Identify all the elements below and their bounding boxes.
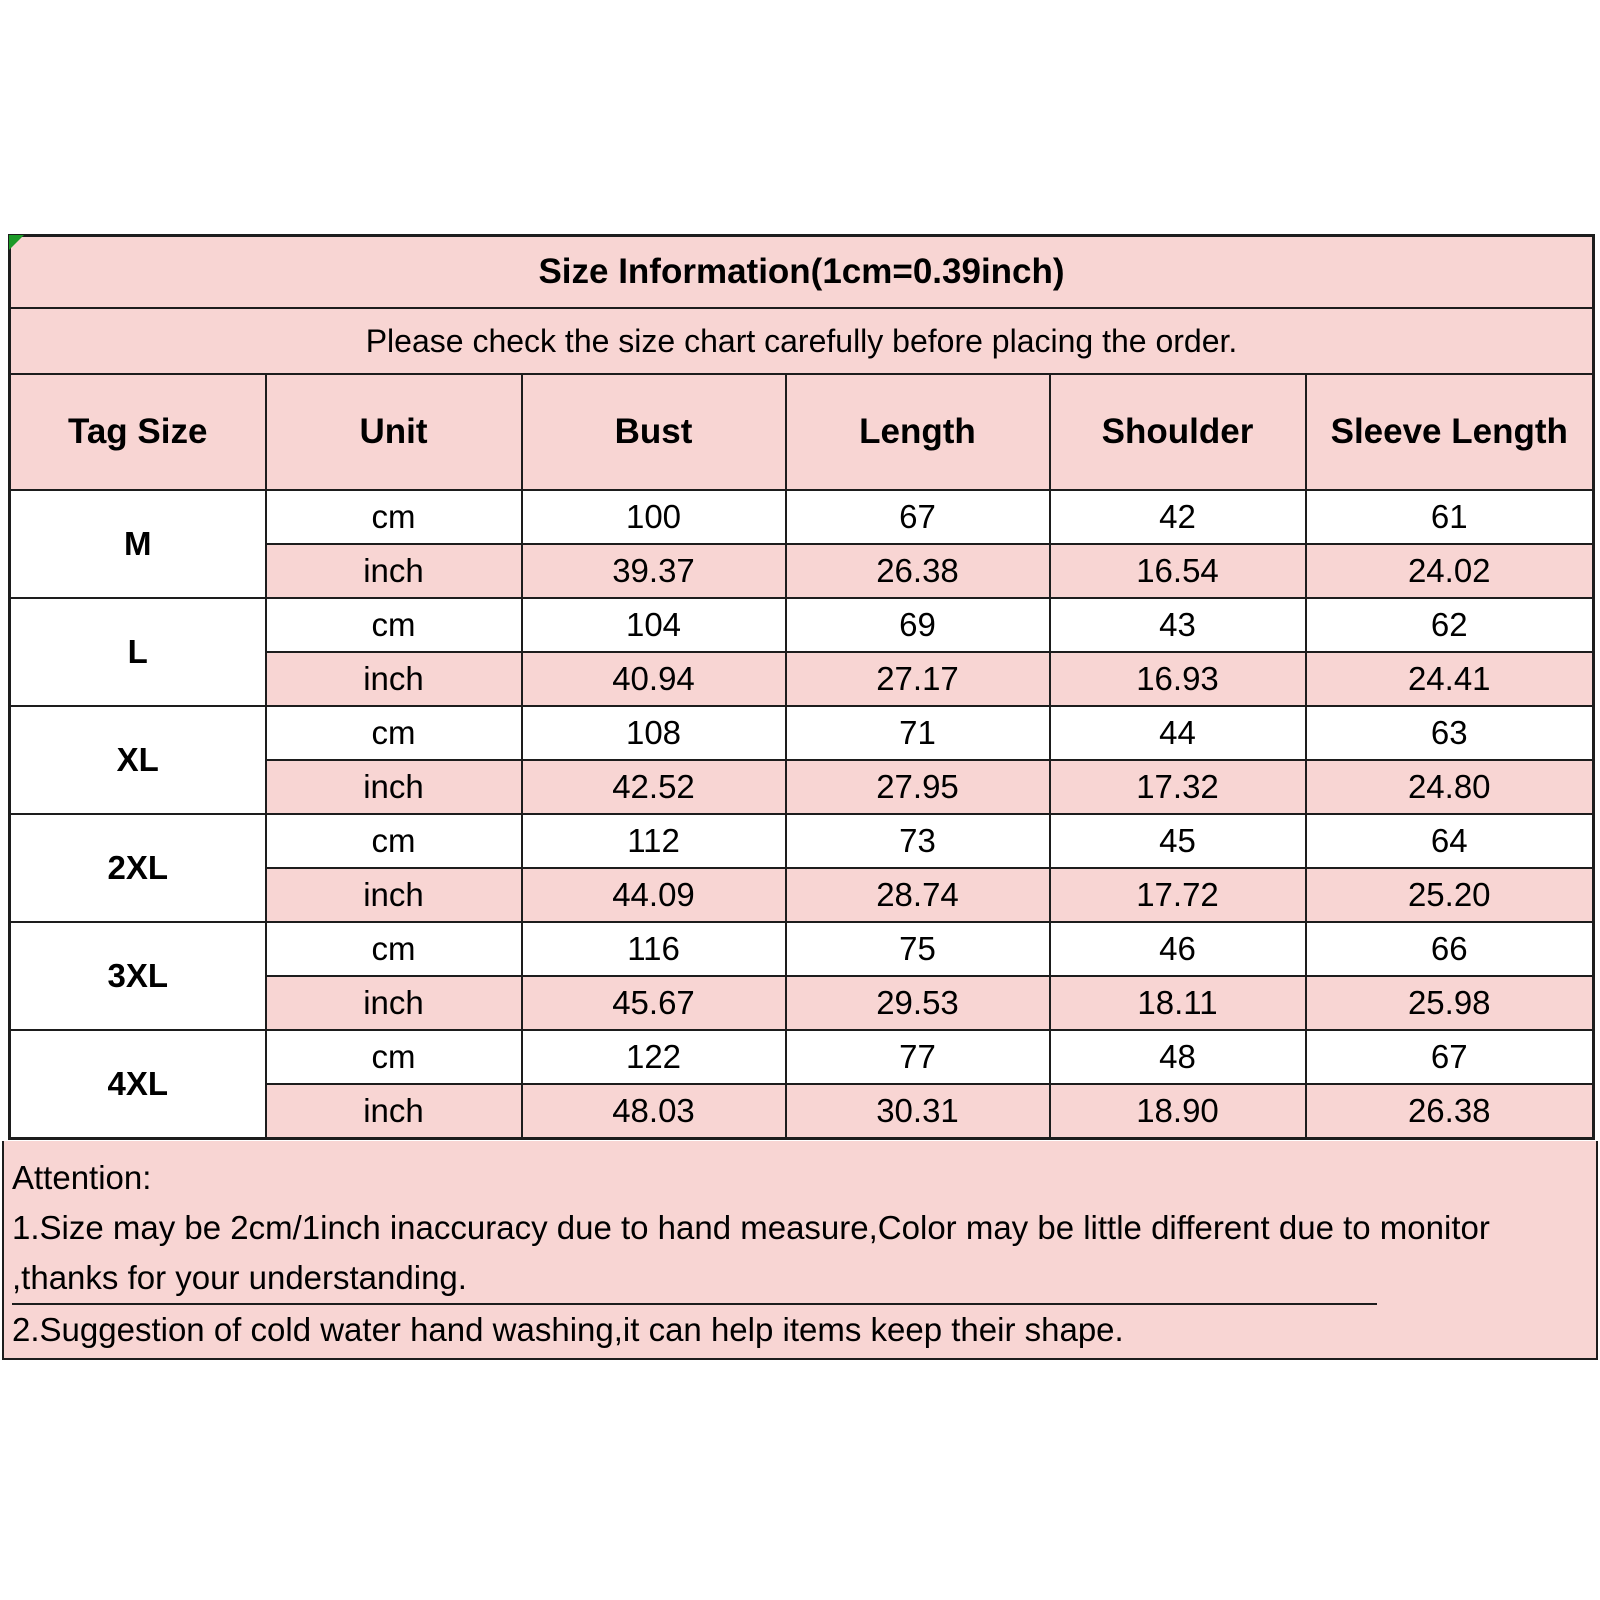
tag-size-label: 3XL bbox=[10, 922, 266, 1030]
value-4xl-inch-sleeve-length: 26.38 bbox=[1306, 1084, 1594, 1139]
value-3xl-cm-length: 75 bbox=[786, 922, 1050, 976]
value-l-inch-length: 27.17 bbox=[786, 652, 1050, 706]
size-row-2xl-cm bbox=[10, 814, 1594, 868]
unit-label-inch: inch bbox=[266, 976, 522, 1030]
unit-label-cm: cm bbox=[266, 706, 522, 760]
col-header-tag-size: Tag Size bbox=[10, 374, 266, 490]
value-m-inch-bust: 39.37 bbox=[522, 544, 786, 598]
value-l-inch-bust: 40.94 bbox=[522, 652, 786, 706]
attention-block bbox=[2, 1141, 1598, 1360]
tag-size-label: XL bbox=[10, 706, 266, 814]
unit-label-cm: cm bbox=[266, 1030, 522, 1084]
size-row-l-cm bbox=[10, 598, 1594, 652]
value-3xl-inch-length: 29.53 bbox=[786, 976, 1050, 1030]
unit-label-inch: inch bbox=[266, 652, 522, 706]
col-header-length: Length bbox=[786, 374, 1050, 490]
value-2xl-inch-bust: 44.09 bbox=[522, 868, 786, 922]
value-2xl-cm-sleeve-length: 64 bbox=[1306, 814, 1594, 868]
value-2xl-inch-shoulder: 17.72 bbox=[1050, 868, 1306, 922]
col-header-sleeve-length: Sleeve Length bbox=[1306, 374, 1594, 490]
value-m-cm-bust: 100 bbox=[522, 490, 786, 544]
value-xl-cm-sleeve-length: 63 bbox=[1306, 706, 1594, 760]
value-4xl-cm-bust: 122 bbox=[522, 1030, 786, 1084]
tag-size-label: L bbox=[10, 598, 266, 706]
green-corner-marker-icon bbox=[9, 235, 24, 250]
value-xl-inch-sleeve-length: 24.80 bbox=[1306, 760, 1594, 814]
value-3xl-inch-sleeve-length: 25.98 bbox=[1306, 976, 1594, 1030]
table-title: Size Information(1cm=0.39inch) bbox=[10, 236, 1594, 309]
col-header-unit: Unit bbox=[266, 374, 522, 490]
value-3xl-inch-shoulder: 18.11 bbox=[1050, 976, 1306, 1030]
value-4xl-cm-length: 77 bbox=[786, 1030, 1050, 1084]
size-row-4xl-cm bbox=[10, 1030, 1594, 1084]
value-m-cm-shoulder: 42 bbox=[1050, 490, 1306, 544]
value-xl-inch-length: 27.95 bbox=[786, 760, 1050, 814]
unit-label-cm: cm bbox=[266, 598, 522, 652]
table-subtitle-row bbox=[10, 308, 1594, 374]
size-row-xl-cm bbox=[10, 706, 1594, 760]
value-xl-cm-shoulder: 44 bbox=[1050, 706, 1306, 760]
value-4xl-cm-shoulder: 48 bbox=[1050, 1030, 1306, 1084]
tag-size-label: 2XL bbox=[10, 814, 266, 922]
attention-heading: Attention: bbox=[12, 1159, 152, 1196]
value-2xl-cm-length: 73 bbox=[786, 814, 1050, 868]
tag-size-label: 4XL bbox=[10, 1030, 266, 1139]
value-3xl-inch-bust: 45.67 bbox=[522, 976, 786, 1030]
unit-label-inch: inch bbox=[266, 1084, 522, 1139]
value-4xl-cm-sleeve-length: 67 bbox=[1306, 1030, 1594, 1084]
unit-label-cm: cm bbox=[266, 490, 522, 544]
unit-label-cm: cm bbox=[266, 922, 522, 976]
attention-note-1: 1.Size may be 2cm/1inch inaccuracy due to hand measure,Color may be little different due to monitor ,thanks for your understanding. bbox=[12, 1209, 1490, 1296]
value-l-inch-sleeve-length: 24.41 bbox=[1306, 652, 1594, 706]
value-4xl-inch-shoulder: 18.90 bbox=[1050, 1084, 1306, 1139]
value-xl-cm-length: 71 bbox=[786, 706, 1050, 760]
value-m-cm-length: 67 bbox=[786, 490, 1050, 544]
table-subtitle: Please check the size chart carefully before placing the order. bbox=[10, 308, 1594, 374]
unit-label-cm: cm bbox=[266, 814, 522, 868]
col-header-shoulder: Shoulder bbox=[1050, 374, 1306, 490]
value-3xl-cm-sleeve-length: 66 bbox=[1306, 922, 1594, 976]
value-xl-inch-bust: 42.52 bbox=[522, 760, 786, 814]
value-l-cm-sleeve-length: 62 bbox=[1306, 598, 1594, 652]
value-3xl-cm-shoulder: 46 bbox=[1050, 922, 1306, 976]
value-m-cm-sleeve-length: 61 bbox=[1306, 490, 1594, 544]
unit-label-inch: inch bbox=[266, 544, 522, 598]
value-xl-cm-bust: 108 bbox=[522, 706, 786, 760]
value-3xl-cm-bust: 116 bbox=[522, 922, 786, 976]
value-m-inch-shoulder: 16.54 bbox=[1050, 544, 1306, 598]
value-m-inch-sleeve-length: 24.02 bbox=[1306, 544, 1594, 598]
table-title-row bbox=[10, 236, 1594, 309]
value-l-cm-bust: 104 bbox=[522, 598, 786, 652]
tag-size-label: M bbox=[10, 490, 266, 598]
size-row-3xl-cm bbox=[10, 922, 1594, 976]
value-l-cm-shoulder: 43 bbox=[1050, 598, 1306, 652]
value-l-cm-length: 69 bbox=[786, 598, 1050, 652]
size-chart-table bbox=[8, 234, 1595, 1140]
value-2xl-cm-shoulder: 45 bbox=[1050, 814, 1306, 868]
value-2xl-inch-sleeve-length: 25.20 bbox=[1306, 868, 1594, 922]
value-4xl-inch-length: 30.31 bbox=[786, 1084, 1050, 1139]
table-header-row bbox=[10, 374, 1594, 490]
value-xl-inch-shoulder: 17.32 bbox=[1050, 760, 1306, 814]
col-header-bust: Bust bbox=[522, 374, 786, 490]
value-4xl-inch-bust: 48.03 bbox=[522, 1084, 786, 1139]
value-2xl-cm-bust: 112 bbox=[522, 814, 786, 868]
unit-label-inch: inch bbox=[266, 868, 522, 922]
size-row-m-cm bbox=[10, 490, 1594, 544]
unit-label-inch: inch bbox=[266, 760, 522, 814]
value-2xl-inch-length: 28.74 bbox=[786, 868, 1050, 922]
value-l-inch-shoulder: 16.93 bbox=[1050, 652, 1306, 706]
attention-note-2: 2.Suggestion of cold water hand washing,it can help items keep their shape. bbox=[12, 1303, 1377, 1355]
value-m-inch-length: 26.38 bbox=[786, 544, 1050, 598]
